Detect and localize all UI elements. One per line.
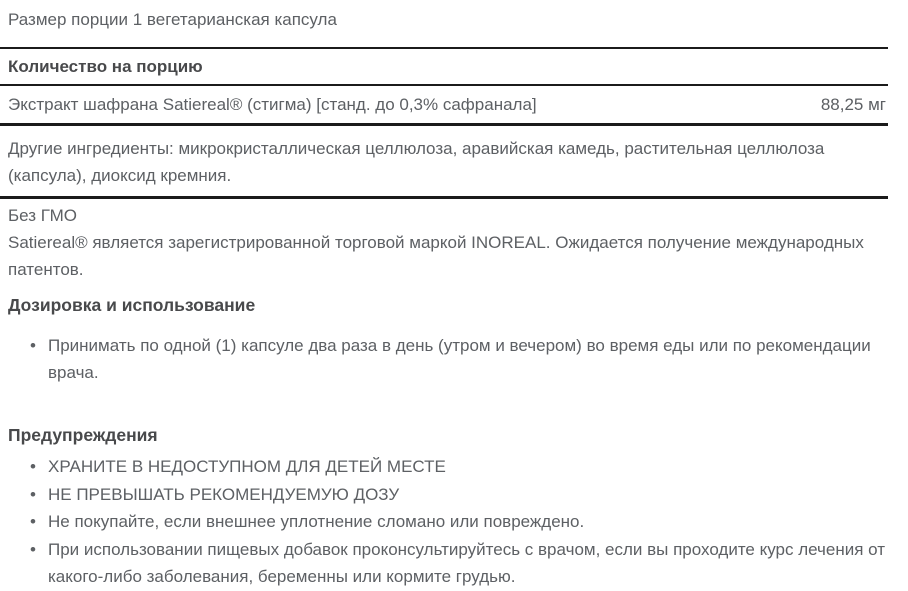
trademark-text: Satiereal® является зарегистрированной торговой маркой INOREAL. Ожидается получение международных патентов. — [8, 233, 864, 279]
warning-item-text: ХРАНИТЕ В НЕДОСТУПНОМ ДЛЯ ДЕТЕЙ МЕСТЕ — [48, 457, 446, 476]
non-gmo-text: Без ГМО — [8, 206, 77, 225]
divider — [0, 84, 888, 86]
warnings-section-title: Предупреждения — [8, 425, 158, 445]
warning-item-text: При использовании пищевых добавок проконсультируйтесь с врачом, если вы проходите курс лечения от какого-либо заболевания, беременны или кормите грудью. — [48, 539, 886, 586]
ingredient-row — [0, 91, 888, 123]
notes-block — [0, 202, 888, 283]
divider — [0, 196, 888, 199]
warning-item-text: НЕ ПРЕВЫШАТЬ РЕКОМЕНДУЕМУЮ ДОЗУ — [48, 484, 400, 504]
list-item — [30, 453, 888, 481]
dosage-section-title: Дозировка и использование — [8, 295, 256, 315]
warnings-list — [0, 453, 888, 591]
list-item — [30, 332, 888, 386]
divider — [0, 47, 888, 49]
list-item — [30, 536, 888, 591]
dosage-list — [0, 332, 888, 386]
list-item — [30, 508, 888, 536]
dosage-item-text: Принимать по одной (1) капсуле два раза в день (утром и вечером) во время еды или по рекомендации врача. — [48, 336, 871, 382]
warning-item-text: Не покупайте, если внешнее уплотнение сломано или повреждено. — [48, 512, 585, 531]
divider — [0, 123, 888, 126]
other-ingredients-text: Другие ингредиенты: микрокристаллическая целлюлоза, аравийская камедь, растительная целлюлоза (капсула), диоксид кремния. — [8, 139, 825, 185]
serving-size-text: Размер порции 1 вегетарианская капсула — [8, 10, 337, 29]
amount-per-serving-header: Количество на порцию — [8, 57, 203, 76]
ingredient-name: Экстракт шафрана Satiereal® (стигма) [станд. до 0,3% сафранала] — [8, 95, 537, 114]
list-item — [30, 481, 888, 509]
ingredient-amount: 88,25 мг — [820, 95, 886, 114]
